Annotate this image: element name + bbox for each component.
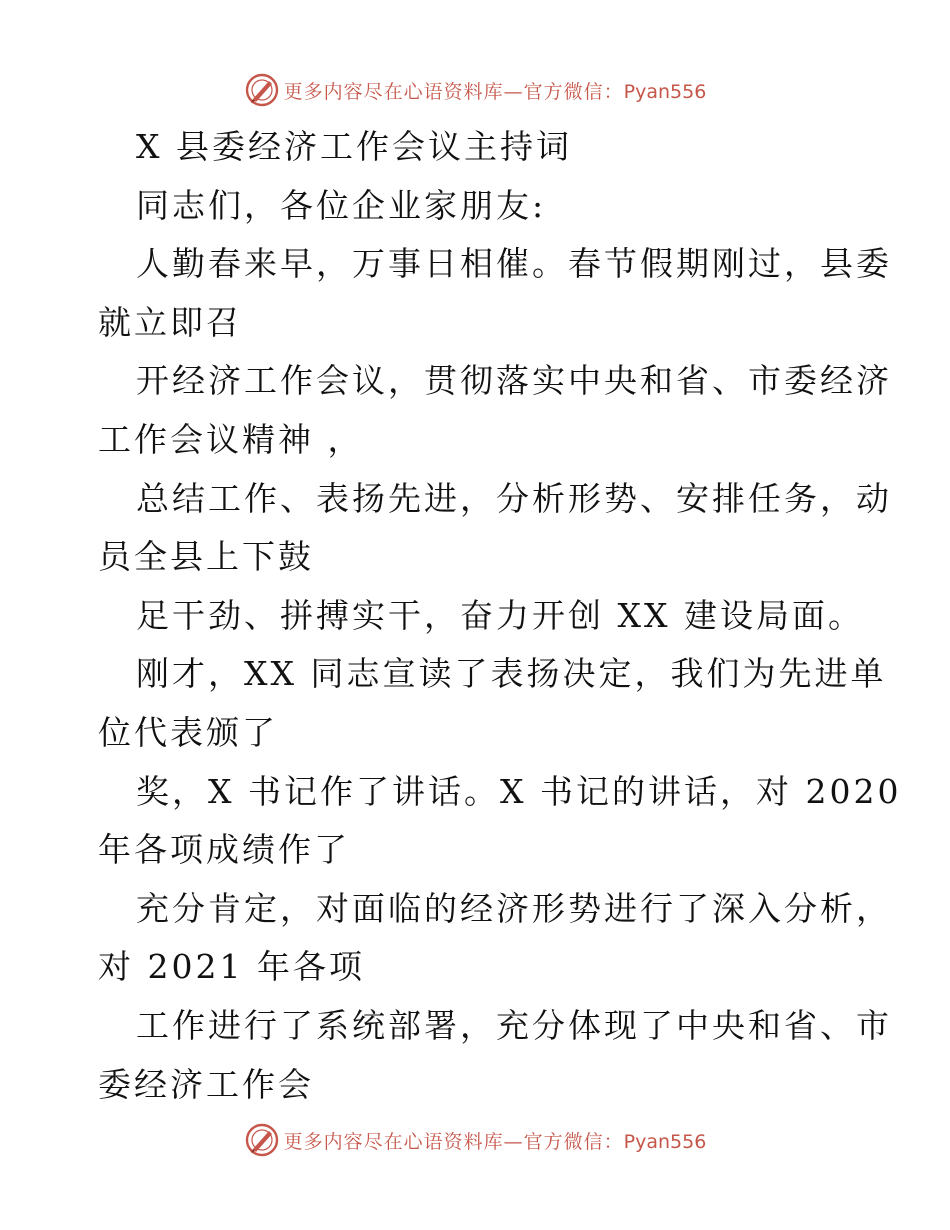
pen-logo-icon (244, 72, 280, 108)
text-line: 对 2021 年各项 (98, 947, 365, 987)
text-line: 位代表颁了 (98, 712, 278, 752)
text-line: 年各项成绩作了 (98, 830, 350, 870)
text-line: 足干劲、拼搏实干，奋力开创 XX 建设局面。 (136, 595, 864, 635)
watermark-text: 更多内容尽在心语资料库—官方微信：Pyan556 (283, 1130, 707, 1153)
text-line: 充分肯定，对面临的经济形势进行了深入分析， (136, 888, 892, 928)
text-line: 就立即召 (98, 302, 242, 342)
text-line: 同志们，各位企业家朋友: (136, 185, 547, 225)
text-line: 员全县上下鼓 (98, 537, 314, 577)
text-line: 总结工作、表扬先进，分析形势、安排任务，动 (136, 478, 892, 518)
text-line: 工作进行了系统部署，充分体现了中央和省、市 (136, 1005, 892, 1045)
text-line: 刚才，XX 同志宣读了表扬决定，我们为先进单 (136, 654, 887, 694)
document-body (98, 118, 902, 1114)
pen-logo-icon (244, 1122, 280, 1158)
watermark-text: 更多内容尽在心语资料库—官方微信：Pyan556 (283, 80, 707, 103)
document-title: X 县委经济工作会议主持词 (136, 127, 572, 166)
text-line: 委经济工作会 (98, 1064, 314, 1104)
text-line: 工作会议精神 ， (98, 419, 364, 459)
text-line: 奖，X 书记作了讲话。X 书记的讲话，对 2020 (136, 771, 902, 811)
footer-watermark (0, 1120, 950, 1160)
text-line: 人勤春来早，万事日相催。春节假期刚过，县委 (136, 244, 892, 284)
text-line: 开经济工作会议，贯彻落实中央和省、市委经济 (136, 361, 892, 401)
header-watermark (0, 70, 950, 110)
